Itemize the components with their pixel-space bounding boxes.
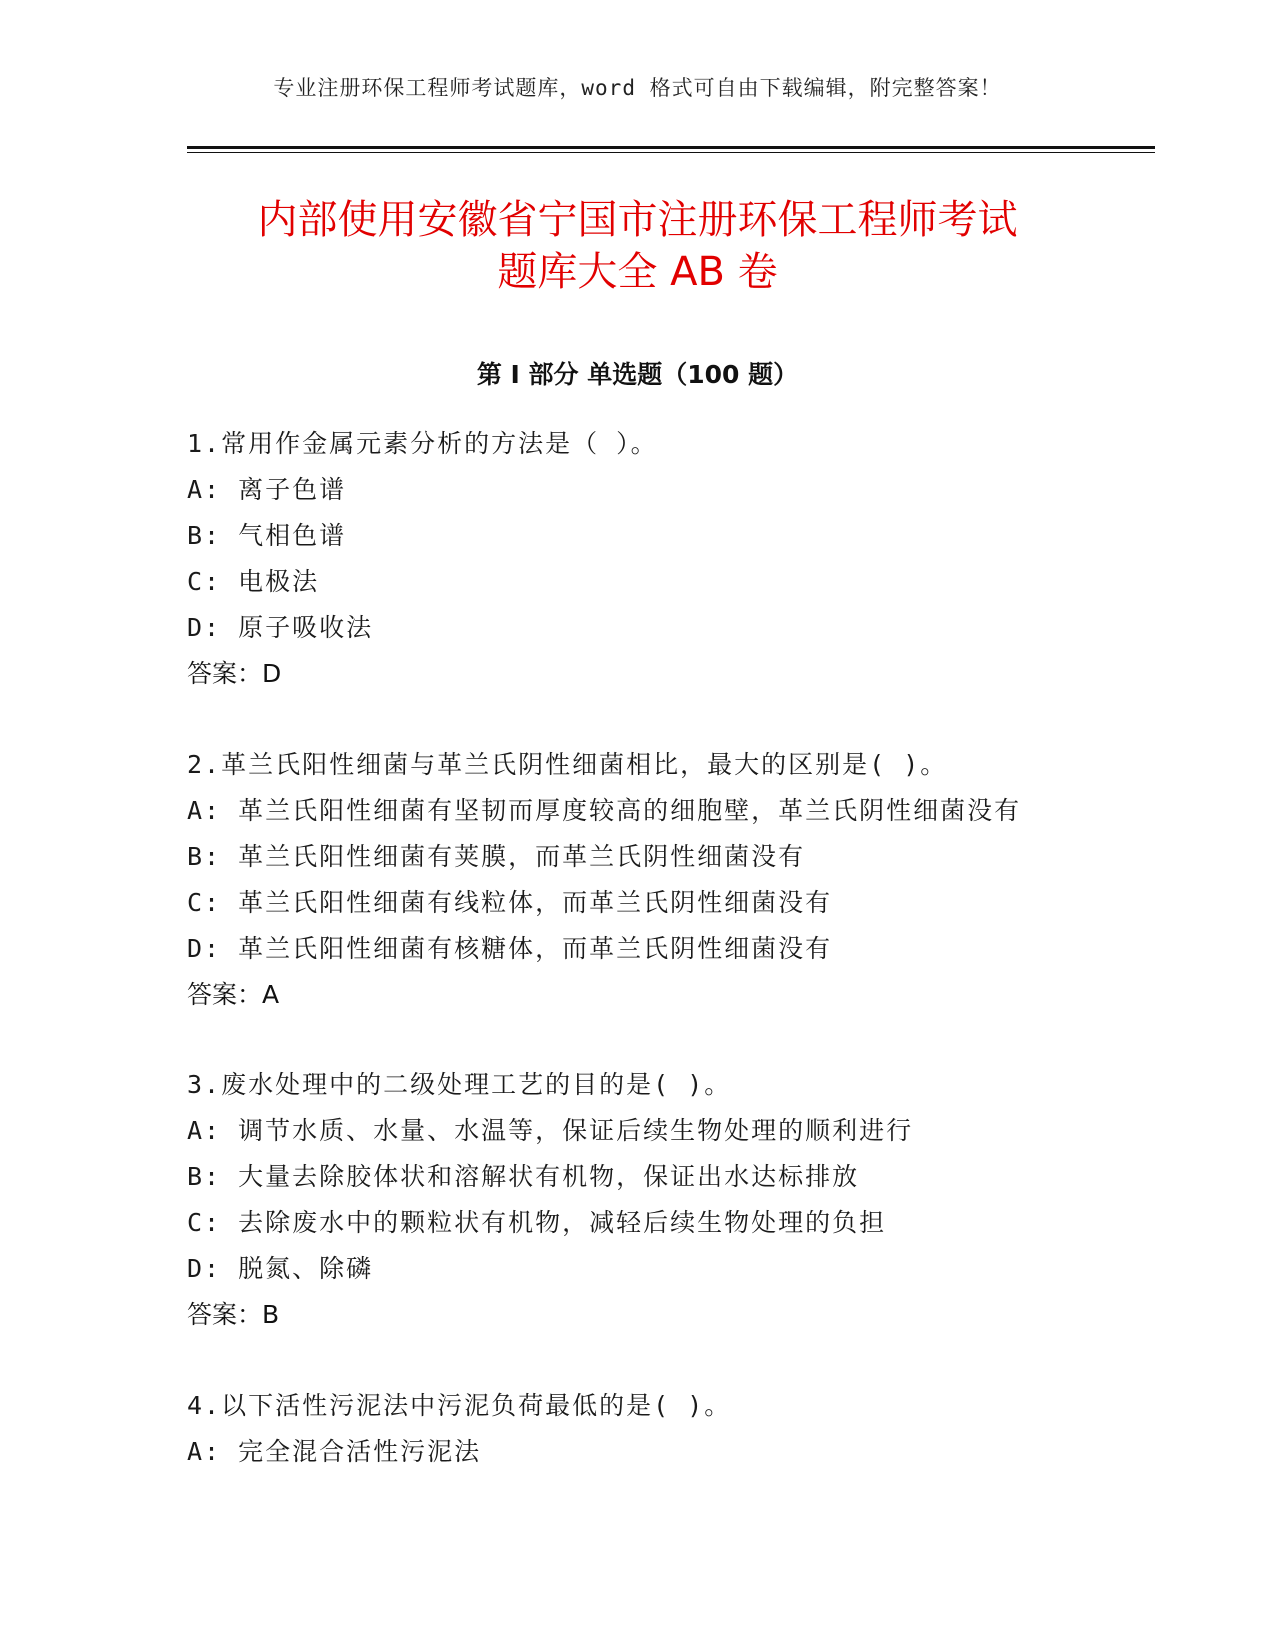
document-title — [150, 194, 1125, 298]
question-stem: 1.常用作金属元素分析的方法是（ ）。 — [187, 429, 658, 458]
answer: 答案：B — [187, 1300, 280, 1329]
option-b: B: 大量去除胶体状和溶解状有机物，保证出水达标排放 — [187, 1162, 860, 1191]
option-c: C: 去除废水中的颗粒状有机物，减轻后续生物处理的负担 — [187, 1208, 887, 1237]
answer: 答案：A — [187, 980, 280, 1009]
question-2 — [187, 742, 1187, 1018]
option-b: B: 气相色谱 — [187, 521, 347, 550]
answer: 答案：D — [187, 659, 282, 688]
option-d: D: 脱氮、除磷 — [187, 1254, 374, 1283]
option-d: D: 革兰氏阳性细菌有核糖体，而革兰氏阴性细菌没有 — [187, 934, 833, 963]
option-c: C: 革兰氏阳性细菌有线粒体，而革兰氏阴性细菌没有 — [187, 888, 833, 917]
option-a: A: 离子色谱 — [187, 475, 347, 504]
header-divider-thin — [187, 152, 1155, 153]
option-c: C: 电极法 — [187, 567, 320, 596]
option-b: B: 革兰氏阳性细菌有荚膜，而革兰氏阴性细菌没有 — [187, 842, 806, 871]
document-title-line-2: 题库大全 AB 卷 — [497, 249, 778, 295]
option-d: D: 原子吸收法 — [187, 613, 374, 642]
document-title-line-1: 内部使用安徽省宁国市注册环保工程师考试 — [257, 197, 1018, 243]
header-note: 专业注册环保工程师考试题库，word 格式可自由下载编辑，附完整答案！ — [273, 76, 1002, 100]
question-stem: 4.以下活性污泥法中污泥负荷最低的是( )。 — [187, 1391, 732, 1420]
option-a: A: 完全混合活性污泥法 — [187, 1437, 482, 1466]
question-1 — [187, 421, 1187, 697]
section-title: 第 I 部分 单选题（100 题） — [476, 360, 799, 389]
question-3 — [187, 1062, 1187, 1338]
question-stem: 3.废水处理中的二级处理工艺的目的是( )。 — [187, 1070, 732, 1099]
option-a: A: 革兰氏阳性细菌有坚韧而厚度较高的细胞壁，革兰氏阴性细菌没有 — [187, 796, 1022, 825]
header-divider-thick — [187, 146, 1155, 149]
question-4 — [187, 1383, 1187, 1475]
question-stem: 2.革兰氏阳性细菌与革兰氏阴性细菌相比，最大的区别是( )。 — [187, 750, 948, 779]
option-a: A: 调节水质、水量、水温等，保证后续生物处理的顺利进行 — [187, 1116, 914, 1145]
